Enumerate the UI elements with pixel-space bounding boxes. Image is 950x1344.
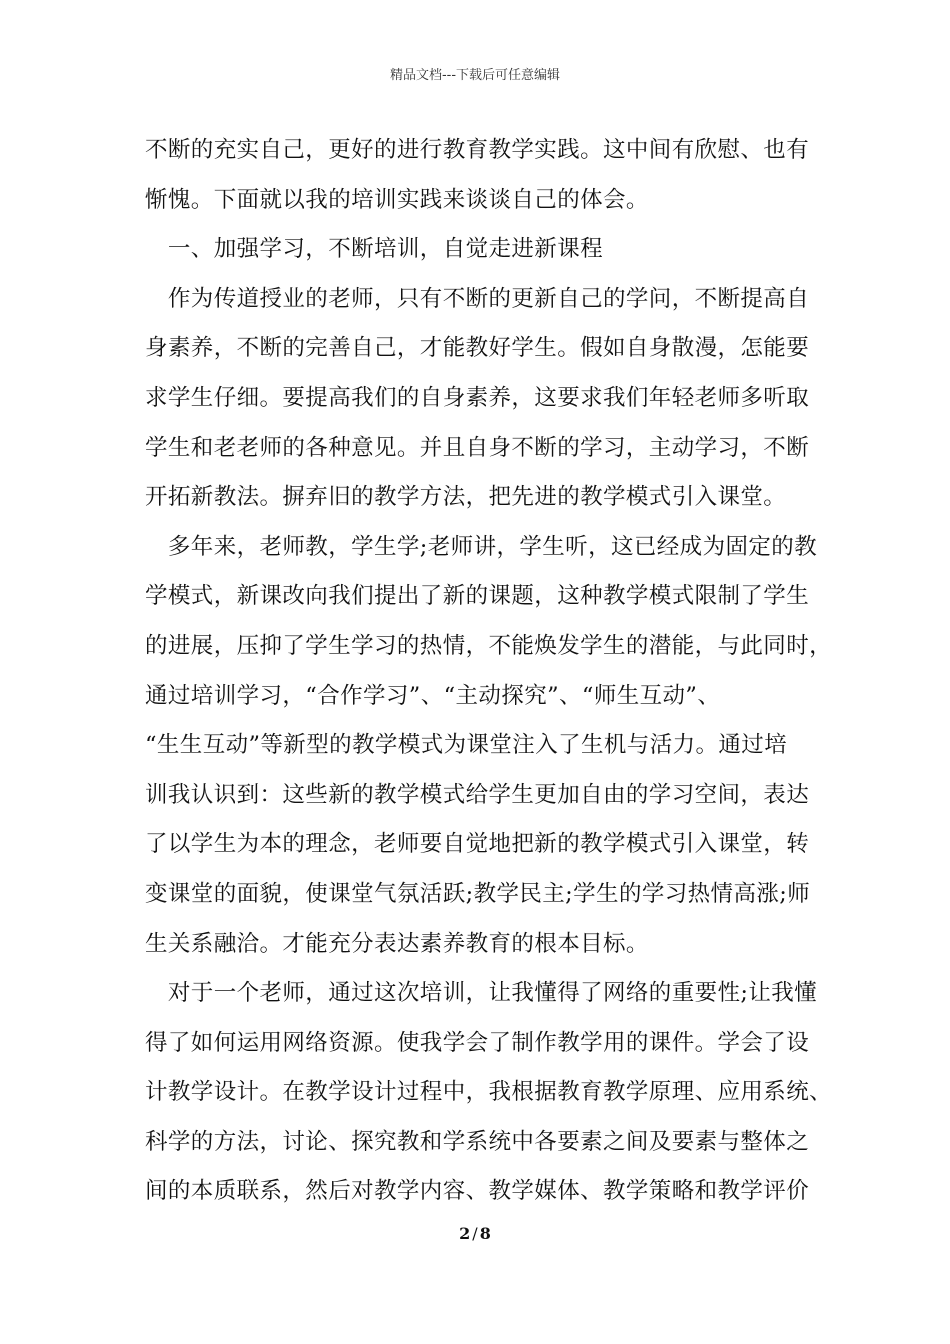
text-line: 作为传道授业的老师，只有不断的更新自己的学问，不断提高自 [145,285,810,312]
text-line: 得了如何运用网络资源。使我学会了制作教学用的课件。学会了设 [145,1029,810,1056]
text-line: 变课堂的面貌，使课堂气氛活跃;教学民主;学生的学习热情高涨;师 [145,880,811,907]
text-line: 身素养，不断的完善自己，才能教好学生。假如自身散漫，怎能要 [145,335,810,362]
total-pages: 8 [479,1224,491,1243]
text-line: 通过培训学习，“合作学习”、“主动探究”、“师生互动”、 [145,682,721,709]
page-number [0,1224,950,1243]
text-line: 间的本质联系，然后对教学内容、教学媒体、教学策略和教学评价 [145,1178,810,1205]
text-line: 学模式，新课改向我们提出了新的课题，这种教学模式限制了学生 [145,583,810,610]
text-line: 多年来，老师教，学生学;老师讲，学生听，这已经成为固定的教 [145,533,818,560]
current-page: 2 [459,1224,471,1243]
page-header: 精品文档---下载后可任意编辑 [389,68,561,83]
text-line: 训我认识到：这些新的教学模式给学生更加自由的学习空间，表达 [145,781,810,808]
section-heading: 一、加强学习，不断培训，自觉走进新课程 [145,236,604,263]
text-line: 开拓新教法。摒弃旧的教学方法，把先进的教学模式引入课堂。 [145,484,787,511]
document-body [145,126,833,1217]
text-line: 生关系融洽。才能充分表达素养教育的根本目标。 [145,930,649,957]
text-line: 求学生仔细。要提高我们的自身素养，这要求我们年轻老师多听取 [145,384,810,411]
text-line: 不断的充实自己，更好的进行教育教学实践。这中间有欣慰、也有 [145,137,810,163]
text-line: “生生互动”等新型的教学模式为课堂注入了生机与活力。通过培 [145,732,788,759]
text-line: 科学的方法，讨论、探究教和学系统中各要素之间及要素与整体之 [145,1128,810,1155]
text-line: 了以学生为本的理念，老师要自觉地把新的教学模式引入课堂，转 [145,831,810,858]
text-line: 惭愧。下面就以我的培训实践来谈谈自己的体会。 [145,186,649,213]
text-line: 学生和老老师的各种意见。并且自身不断的学习，主动学习，不断 [145,434,810,461]
text-line: 计教学设计。在教学设计过程中，我根据教育教学原理、应用系统、 [145,1079,833,1106]
page-separator: / [472,1224,478,1243]
text-line: 的进展，压抑了学生学习的热情，不能焕发学生的潜能，与此同时， [145,632,833,659]
text-line: 对于一个老师，通过这次培训，让我懂得了网络的重要性;让我懂 [145,980,818,1007]
